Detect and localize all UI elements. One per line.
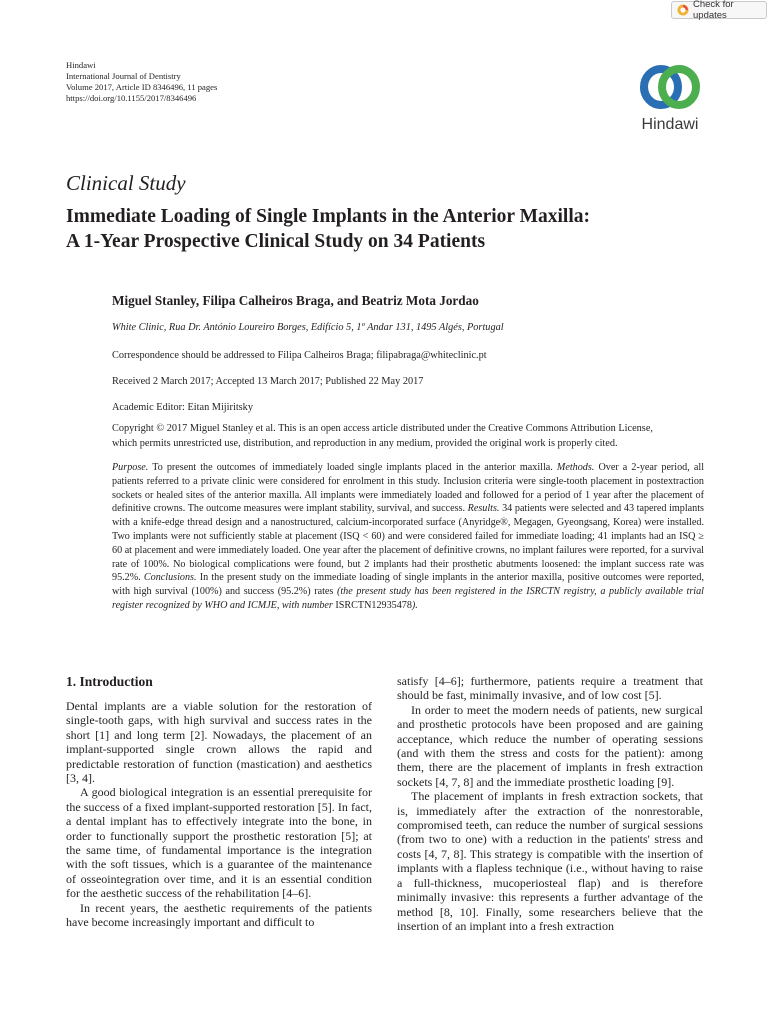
copyright-line-2: which permits unrestricted use, distribution, and reproduction in any medium, provided the original work is properly cited. <box>112 438 618 449</box>
journal-name: International Journal of Dentistry <box>66 71 181 82</box>
abstract-purpose-label: Purpose. <box>112 462 149 473</box>
journal-volume: Volume 2017, Article ID 8346496, 11 pages <box>66 82 218 93</box>
copyright-notice <box>112 421 653 451</box>
body-paragraph: The placement of implants in fresh extraction sockets, that is, immediately after the extraction of the nonrestorable, compromised teeth, can reduce the number of surgical sessions (from two to one) with a reduction in the patients' stress and costs [4, 7, 8]. This strategy is compatible with the insertion of implants with a flapless technique (i.e., without having to raise a full-thickness, mucoperiosteal flap) and is therefore minimally invasive: this represents a further advantage of the method [8, 10]. Finally, some researchers believe that the insertion of an implant into a fresh extraction <box>397 789 703 933</box>
copyright-line-1: Copyright © 2017 Miguel Stanley et al. This is an open access article distributed under the Creative Commons Attribution License, <box>112 423 653 434</box>
title-line-1: Immediate Loading of Single Implants in the Anterior Maxilla: <box>66 206 590 227</box>
journal-doi: https://doi.org/10.1155/2017/8346496 <box>66 93 197 104</box>
section-heading-introduction: 1. Introduction <box>66 674 153 689</box>
body-paragraph: In order to meet the modern needs of patients, new surgical and prosthetic protocols have been proposed and are gaining acceptance, which reduce the number of operating sessions (and with them the stress and costs for the patient): among them, there are the placement of implants in fresh extraction sockets [4, 7, 8] and the immediate prosthetic loading [9]. <box>397 702 703 789</box>
article-title <box>66 204 716 254</box>
journal-meta <box>66 60 217 104</box>
abstract-results-text: 34 patients were selected and 43 tapered implants with a knife-edge thread design and a nanostructured, calcium-incorporated surface (Anyridge®, Megagen, Gyeongsang, Korea) were installed. Two implants were not sufficiently stable at placement (ISQ < 60) and were considered failed for immediate loading; 41 implants had an ISQ ≥ 60 at placement and were immediately loaded. One year after the placement of definitive crowns, no implant failures were reported, for a survival rate of 100%. No biological complications were found, but 2 implants had their prosthetic abutments loosened: the implant success rate was 95.2%. <box>112 503 704 584</box>
body-paragraph: In recent years, the aesthetic requirements of the patients have become increasingly important and difficult to <box>66 900 372 930</box>
check-for-updates-button[interactable] <box>671 1 767 19</box>
abstract-results-label: Results. <box>467 503 500 515</box>
title-line-2: A 1-Year Prospective Clinical Study on 34 Patients <box>66 231 486 252</box>
abstract-registry-end: ). <box>411 599 418 611</box>
abstract-purpose-text: To present the outcomes of immediately loaded single implants placed in the anterior maxilla. <box>148 462 557 473</box>
abstract <box>112 461 704 613</box>
abstract-methods-label: Methods. <box>556 462 595 473</box>
publisher-name: Hindawi <box>66 60 96 70</box>
affiliation: White Clinic, Rua Dr. António Loureiro Borges, Edifício 5, 1º Andar 131, 1495 Algés, Portugal <box>112 322 504 333</box>
body-paragraph: satisfy [4–6]; furthermore, patients require a treatment that should be fast, minimally invasive, and of low cost [5]. <box>397 674 703 703</box>
article-dates: Received 2 March 2017; Accepted 13 March 2017; Published 22 May 2017 <box>112 376 424 387</box>
correspondence: Correspondence should be addressed to Filipa Calheiros Braga; filipabraga@whiteclinic.pt <box>112 350 487 361</box>
body-paragraph: A good biological integration is an essential prerequisite for the success of a fixed implant-supported restoration [5]. In fact, a dental implant has to effectively integrate into the bone, in order to functionally support the prosthetic restoration [5]; at the same time, of fundamental importance is the integration with the soft tissues, which is a guarantee of the maintenance of osseointegration over time, and it is an essential condition for the aesthetic success of the rehabilitation [4–6]. <box>66 785 372 901</box>
article-section-type: Clinical Study <box>66 171 186 195</box>
body-paragraph: Dental implants are a viable solution for the restoration of single-tooth gaps, with high survival and success rates in the short [1] and long term [2]. Nowadays, the placement of an implant-supported single crown allows the rapid and predictable restoration of function (mastication) and aesthetics [3, 4]. <box>66 699 372 786</box>
abstract-conclusions-text: In the present study on the immediate loading of single implants in the anterior maxilla, positive outcomes were reported, with high survival (100%) and success (95.2%) rates <box>112 572 705 598</box>
abstract-conclusions-label: Conclusions. <box>143 572 197 584</box>
check-for-updates-label: Check for updates <box>693 0 734 21</box>
body-column-right <box>397 674 703 933</box>
academic-editor: Academic Editor: Eitan Mijiritsky <box>112 402 253 413</box>
abstract-registry-text: (the present study has been registered in the ISRCTN registry, a publicly available trial register recognized by WHO and ICMJE, with number <box>112 586 704 611</box>
body-column-left <box>66 674 372 930</box>
author-list: Miguel Stanley, Filipa Calheiros Braga, and Beatriz Mota Jordao <box>112 293 479 308</box>
abstract-methods-text: Over a 2-year period, all patients referred to a private clinic were considered for enrolment in this study. Inclusion criteria were single-tooth placement in postextraction sockets or healed sites of the anterior maxilla. All implants were immediately loaded and followed for a period of 1 year after the placement of definitive crowns. The outcome measures were implant stability, survival, and success. <box>112 462 705 515</box>
hindawi-logo-text: Hindawi <box>641 116 699 133</box>
abstract-registry-number: ISRCTN12935478 <box>335 599 412 611</box>
check-for-updates-icon <box>677 4 689 16</box>
